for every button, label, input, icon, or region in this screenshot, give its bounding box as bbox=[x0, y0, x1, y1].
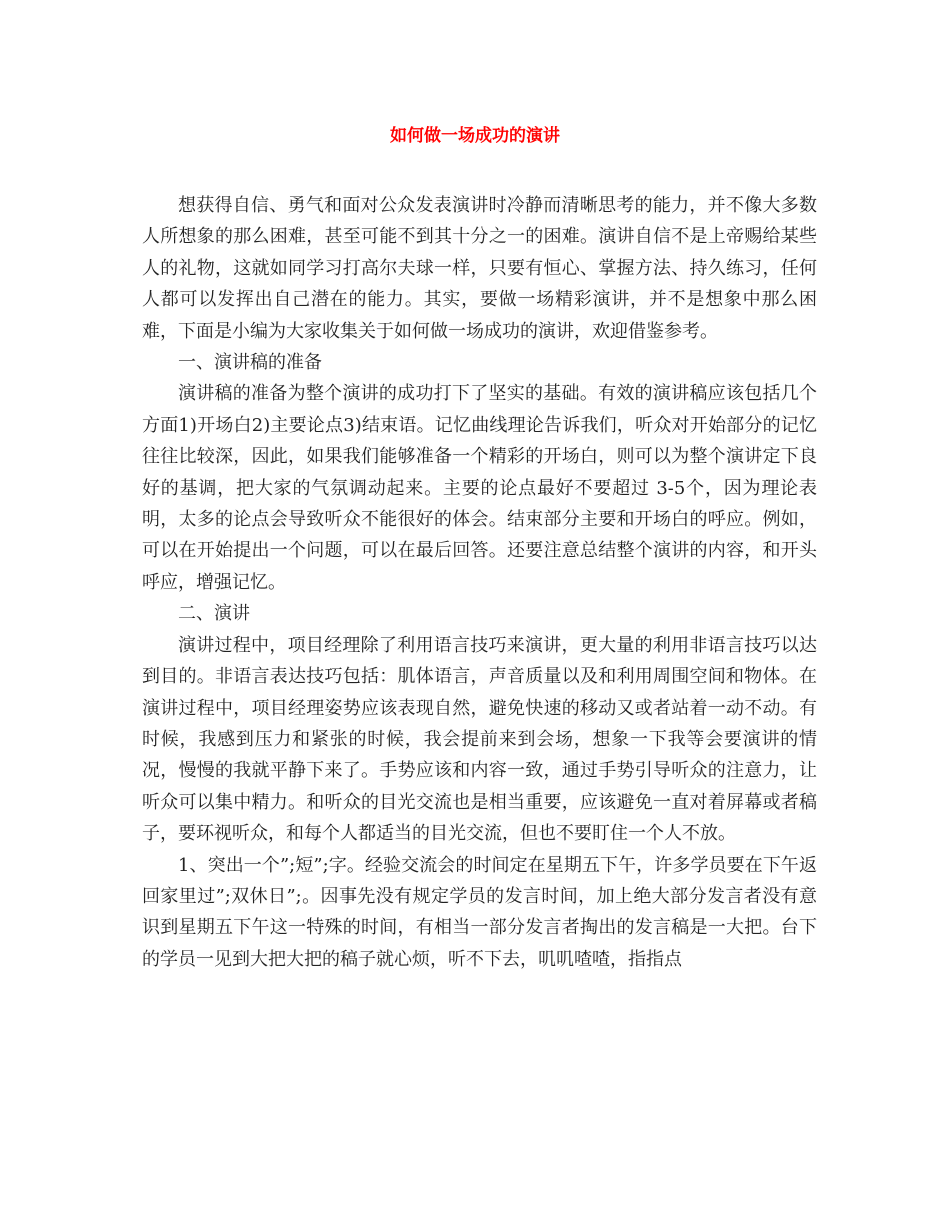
intro-paragraph: 想获得自信、勇气和面对公众发表演讲时冷静而清晰思考的能力，并不像大多数人所想象的那么困难，甚至可能不到其十分之一的困难。演讲自信不是上帝赐给某些人的礼物，这就如同学习打高尔夫球一样，只要有恒心、掌握方法、持久练习，任何人都可以发挥出自己潜在的能力。其实，要做一场精彩演讲，并不是想象中那么困难，下面是小编为大家收集关于如何做一场成功的演讲，欢迎借鉴参考。 bbox=[142, 195, 817, 342]
point-one-paragraph: 1、突出一个”;短”;字。经验交流会的时间定在星期五下午，许多学员要在下午返回家里过”;双休日”;。因事先没有规定学员的发言时间，加上绝大部分发言者没有意识到星期五下午这一特殊的时间，有相当一部分发言者掏出的发言稿是一大把。台下的学员一见到大把大把的稿子就心烦，听不下去，叽叽喳喳，指指点 bbox=[142, 854, 817, 970]
speech-paragraph: 演讲过程中，项目经理除了利用语言技巧来演讲，更大量的利用非语言技巧以达到目的。非语言表达技巧包括：肌体语言，声音质量以及和利用周围空间和物体。在演讲过程中，项目经理姿势应该表现自然，避免快速的移动又或者站着一动不动。有时候，我感到压力和紧张的时候，我会提前来到会场，想象一下我等会要演讲的情况，慢慢的我就平静下来了。手势应该和内容一致，通过手势引导听众的注意力，让听众可以集中精力。和听众的目光交流也是相当重要，应该避免一直对着屏幕或者稿子，要环视听众，和每个人都适当的目光交流，但也不要盯住一个人不放。 bbox=[142, 634, 817, 845]
section-heading-speech-draft: 一、演讲稿的准备 bbox=[178, 352, 322, 374]
speech-draft-paragraph: 演讲稿的准备为整个演讲的成功打下了坚实的基础。有效的演讲稿应该包括几个方面1)开场白2)主要论点3)结束语。记忆曲线理论告诉我们，听众对开始部分的记忆往往比较深，因此，如果我们能够准备一个精彩的开场白，则可以为整个演讲定下良好的基调，把大家的气氛调动起来。主要的论点最好不要超过 3-5个，因为理论表明，太多的论点会导致听众不能很好的体会。结束部分主要和开场白的呼应。例如，可以在开始提出一个问题，可以在最后回答。还要注意总结整个演讲的内容，和开头呼应，增强记忆。 bbox=[142, 383, 817, 593]
section-heading-speech: 二、演讲 bbox=[178, 603, 250, 625]
document-body bbox=[142, 190, 817, 975]
document-title: 如何做一场成功的演讲 bbox=[390, 126, 560, 146]
